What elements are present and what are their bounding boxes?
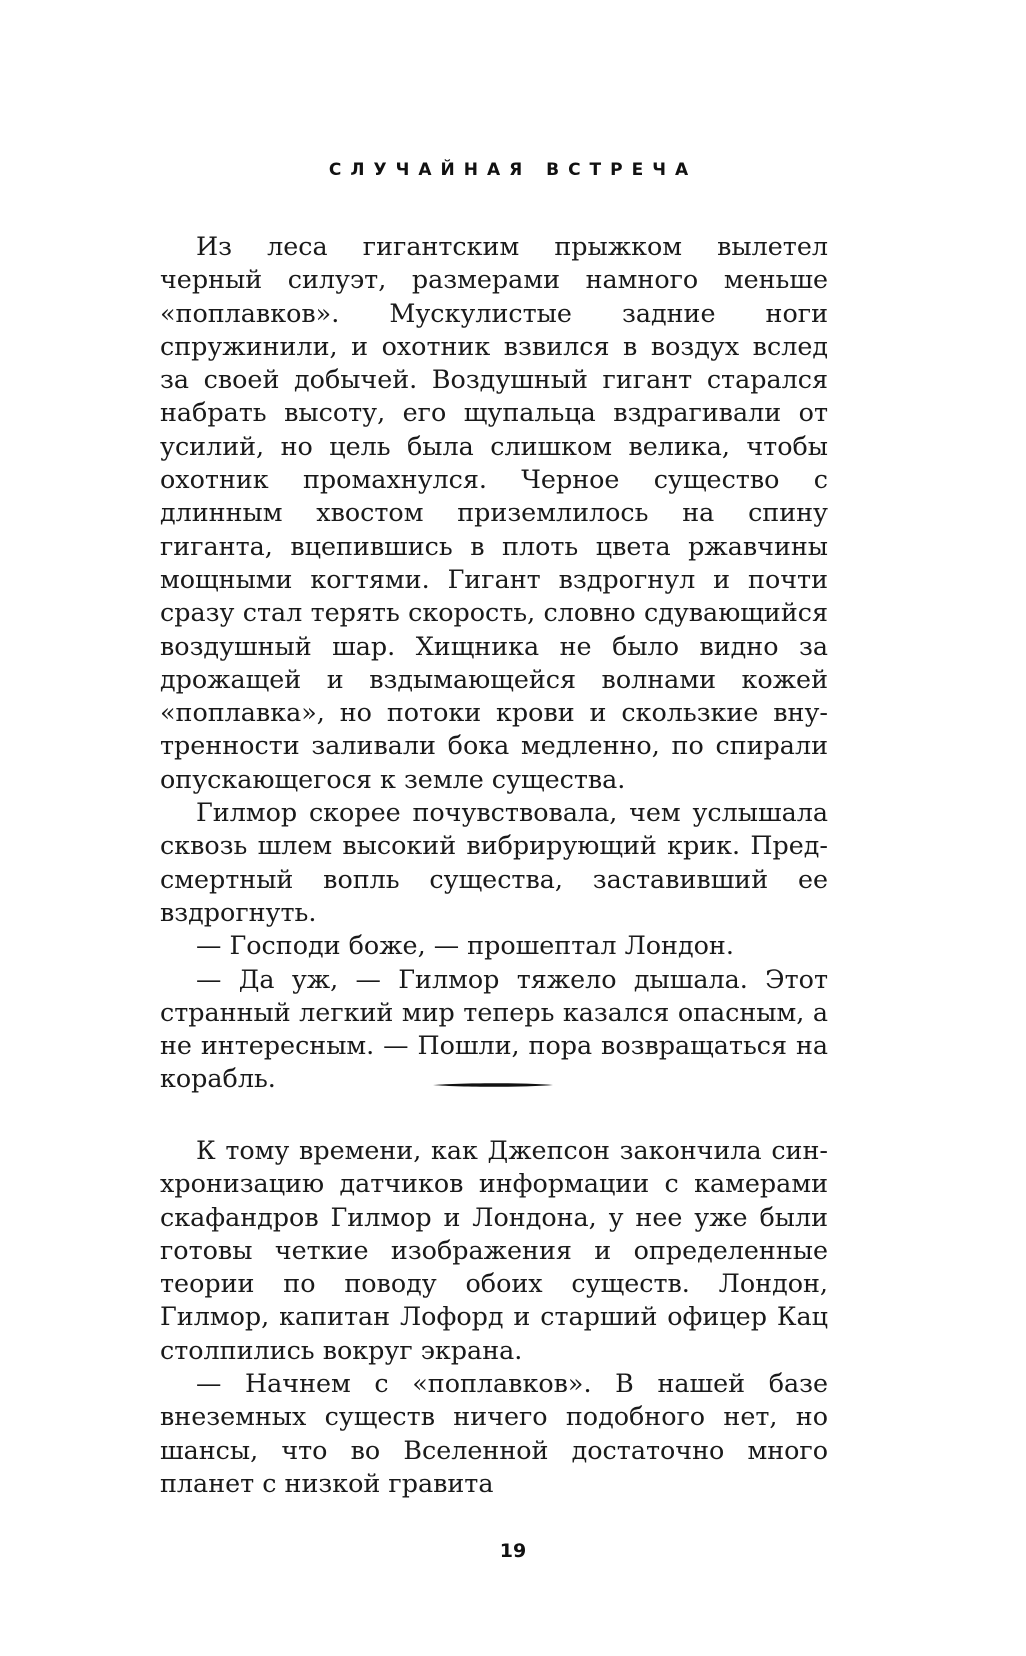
running-title: СЛУЧАЙНАЯ ВСТРЕЧА	[328, 160, 698, 180]
section-2-text	[160, 1134, 828, 1500]
paragraph: — Начнем с «поплавков». В нашей базе внеземных существ ничего подобного нет, но шансы, что во Вселенной достаточно много планет с низкой гравита	[160, 1368, 828, 1498]
paragraph: Гилмор скорее почувствовала, чем услышала сквозь шлем высокий вибрирующий крик. Предсмертный вопль существа, заставивший ее вздрогнуть.	[160, 797, 828, 927]
paragraph: Из леса гигантским прыжком вылетел черный силуэт, размерами намного меньше «поплавков». Мускулистые задние ноги спружинили, и охотник взвился в воздух вслед за своей добычей. Воздушный гигант старался набрать высоту, его щупальца вздрагивали от усилий, но цель была слишком велика, чтобы охотник промахнулся. Черное существо с длинным хвостом приземлилось на спину гиганта, вцепившись в плоть цвета ржавчины мощными когтями. Гигант вздрогнул и почти сразу стал терять скорость, словно сдувающийся воздушный шар. Хищника не было видно за дрожащей и вздымающейся волнами кожей «поплавка», но потоки крови и скользкие внутренности заливали бока медленно, по спирали опускающегося к земле существа.	[160, 231, 828, 794]
section-1-text	[160, 230, 828, 1096]
page-number: 19	[499, 1540, 527, 1562]
section-divider	[433, 1082, 553, 1088]
paragraph: — Да уж, — Гилмор тяжело дышала. Этот странный легкий мир теперь казался опасным, а не интересным. — Пошли, пора возвращаться на корабль.	[160, 963, 828, 1094]
paragraph: К тому времени, как Джепсон закончила синхронизацию датчиков информации с камерами скафандров Гилмор и Лондона, у нее уже были готовы четкие изображения и определенные теории по поводу обоих существ. Лондон, Гилмор, капитан Лофорд и старший офицер Кац столпились вокруг экрана.	[160, 1135, 828, 1365]
paragraph: — Господи боже, — прошептал Лондон.	[196, 930, 734, 961]
